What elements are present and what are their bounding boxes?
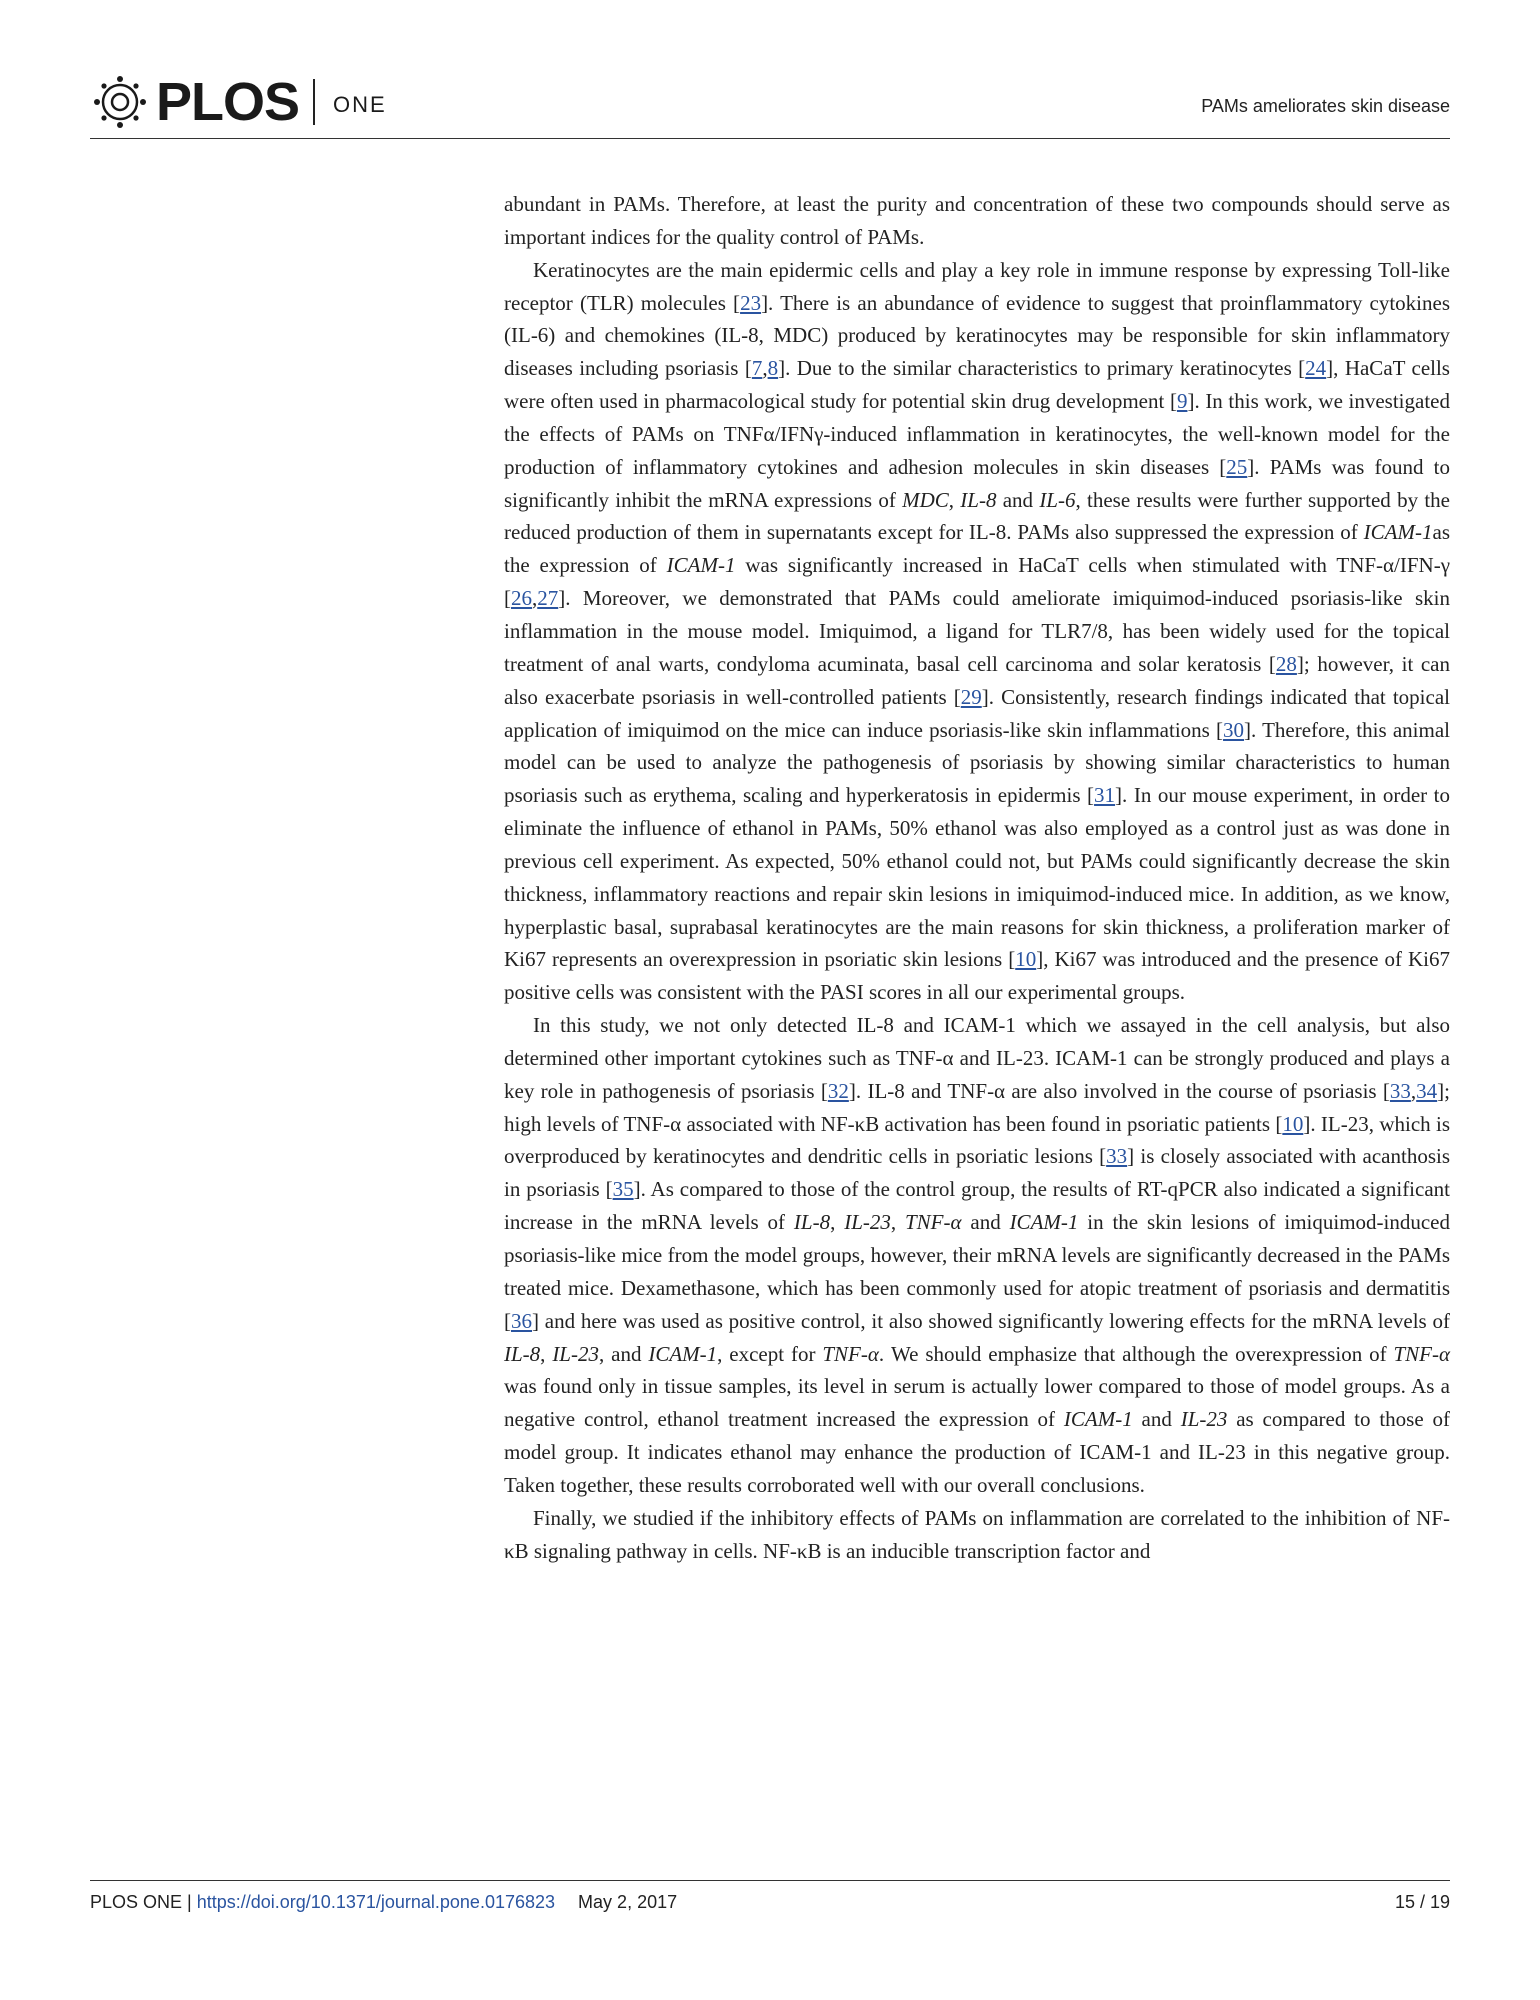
- text-run: ,: [948, 487, 961, 512]
- text-run: and: [1132, 1407, 1181, 1432]
- italic-term: ICAM-1: [666, 553, 736, 578]
- citation-link[interactable]: 23: [740, 290, 762, 315]
- running-title: PAMs ameliorates skin disease: [1201, 96, 1450, 116]
- text-run: ]. Due to the similar characteristics to primary keratinocytes [: [778, 356, 1306, 381]
- logo-one-text: ONE: [333, 92, 387, 117]
- text-run: ,: [762, 356, 768, 381]
- plos-one-logo[interactable]: [90, 74, 387, 130]
- citation-link[interactable]: 33: [1389, 1078, 1411, 1103]
- citation-link[interactable]: 32: [827, 1078, 849, 1103]
- citation-link[interactable]: 30: [1223, 717, 1245, 742]
- citation-link[interactable]: 9: [1176, 389, 1188, 414]
- text-run: ,: [890, 1210, 905, 1235]
- logo-divider: [313, 79, 315, 125]
- header-divider: [90, 138, 1450, 139]
- italic-term: ICAM-1: [648, 1341, 718, 1366]
- text-run: was found only in tissue samples, its level in serum is actually lower compared to those of model groups. As a negative control, ethanol treatment increased the expression of: [504, 1374, 1450, 1432]
- text-run: was significantly increased in HaCaT cells when stimulated with TNF-α/IFN-γ [: [504, 553, 1450, 611]
- italic-term: ICAM-1: [1009, 1210, 1079, 1235]
- text-run: Keratinocytes are the main epidermic cells and play a key role in immune response by expressing Toll-like receptor (TLR) molecules [: [504, 257, 1450, 315]
- text-run: ], HaCaT cells were often used in pharmacological study for potential skin drug development [: [504, 356, 1450, 414]
- italic-term: IL-6: [1039, 487, 1076, 512]
- citation-link[interactable]: 25: [1226, 454, 1248, 479]
- italic-term: TNF-α: [822, 1341, 879, 1366]
- citation-link[interactable]: 10: [1015, 947, 1037, 972]
- text-run: ]; high levels of TNF-α associated with NF-κB activation has been found in psoriatic patients [: [504, 1078, 1450, 1136]
- page-footer: [90, 1892, 1450, 1913]
- text-run: In this study, we not only detected IL-8 and ICAM-1 which we assayed in the cell analysis, but also determined other important cytokines such as TNF-α and IL-23. ICAM-1 can be strongly produced and plays a key role in pathogenesis of psoriasis [: [504, 1013, 1450, 1103]
- text-run: as compared to those of model group. It indicates ethanol may enhance the production of ICAM-1 and IL-23 in this negative group. Taken together, these results corroborated well with our overall conclusions.: [504, 1407, 1450, 1497]
- text-run: ], Ki67 was introduced and the presence of Ki67 positive cells was consistent with the PASI scores in all our experimental groups.: [504, 947, 1450, 1005]
- citation-link[interactable]: 35: [612, 1177, 634, 1202]
- citation-link[interactable]: 26: [511, 586, 532, 611]
- italic-term: IL-8: [793, 1210, 831, 1235]
- text-run: abundant in PAMs. Therefore, at least the purity and concentration of these two compounds should serve as important indices for the quality control of PAMs.: [504, 192, 1450, 249]
- text-run: ]. In this work, we investigated the effects of PAMs on TNFα/IFNγ-induced inflammation in keratinocytes, the well-known model for the production of inflammatory cytokines and adhesion molecules in skin diseases [: [504, 389, 1450, 479]
- italic-term: ICAM-1: [1063, 1407, 1133, 1432]
- text-run: , these results were further supported by the reduced production of them in supernatants except for IL-8. PAMs also suppressed the expression of: [504, 487, 1451, 545]
- text-run: in the skin lesions of imiquimod-induced psoriasis-like mice from the model groups, however, their mRNA levels are significantly decreased in the PAMs treated mice. Dexamethasone, which has been commonly used for atopic treatment of psoriasis and dermatitis [: [504, 1210, 1451, 1333]
- logo-plos-text: PLOS: [156, 72, 300, 132]
- footer-date: May 2, 2017: [578, 1892, 678, 1912]
- paragraph: [504, 254, 1450, 1009]
- footer-journal: PLOS ONE |: [90, 1892, 192, 1912]
- paragraph: [504, 1009, 1450, 1502]
- text-run: ]. IL-8 and TNF-α are also involved in the course of psoriasis [: [848, 1078, 1390, 1103]
- italic-term: MDC: [902, 487, 949, 512]
- text-run: ] and here was used as positive control, it also showed significantly lowering effects for the mRNA levels of: [532, 1308, 1450, 1333]
- citation-link[interactable]: 29: [960, 684, 982, 709]
- italic-term: TNF-α: [904, 1210, 962, 1235]
- italic-term: IL-8: [960, 487, 997, 512]
- citation-link[interactable]: 27: [537, 586, 559, 611]
- italic-term: IL-8: [504, 1341, 541, 1366]
- citation-link[interactable]: 10: [1282, 1111, 1304, 1136]
- text-run: as the expression of: [504, 520, 1450, 578]
- citation-link[interactable]: 28: [1275, 651, 1297, 676]
- text-run: . We should emphasize that although the overexpression of: [878, 1341, 1394, 1366]
- page-header: [90, 60, 1450, 138]
- citation-link[interactable]: 33: [1106, 1144, 1128, 1169]
- footer-doi-link[interactable]: https://doi.org/10.1371/journal.pone.0176823: [196, 1892, 556, 1912]
- citation-link[interactable]: 24: [1305, 356, 1327, 381]
- citation-link[interactable]: 36: [511, 1308, 532, 1333]
- text-run: ]. Moreover, we demonstrated that PAMs could ameliorate imiquimod-induced psoriasis-like skin inflammation in the mouse model. Imiquimod, a ligand for TLR7/8, has been widely used for the topical treatment of anal warts, condyloma acuminata, basal cell carcinoma and solar keratosis [: [504, 586, 1450, 676]
- text-run: ]. In our mouse experiment, in order to eliminate the influence of ethanol in PAMs, 50% ethanol was also employed as a control just as was done in previous cell experiment. As expected, 50% ethanol could not, but PAMs could significantly decrease the skin thickness, inflammatory reactions and repair skin lesions in imiquimod-induced mice. In addition, as we know, hyperplastic basal, suprabasal keratinocytes are the main reasons for skin thickness, a proliferation marker of Ki67 represents an overexpression in psoriatic skin lesions [: [504, 783, 1451, 972]
- text-run: and: [996, 487, 1040, 512]
- italic-term: IL-23: [552, 1341, 599, 1366]
- text-run: and: [961, 1210, 1010, 1235]
- italic-term: IL-23: [844, 1210, 891, 1235]
- text-run: ,: [540, 1341, 553, 1366]
- page-number: 15 / 19: [1394, 1892, 1450, 1912]
- citation-link[interactable]: 31: [1094, 783, 1116, 808]
- text-run: ]. Therefore, this animal model can be used to analyze the pathogenesis of psoriasis by showing similar characteristics to human psoriasis such as erythema, scaling and hyperkeratosis in epidermis [: [504, 717, 1450, 808]
- citation-link[interactable]: 7: [751, 356, 763, 381]
- italic-term: TNF-α: [1393, 1341, 1450, 1366]
- text-run: ]. Consistently, research findings indicated that topical application of imiquimod on the mice can induce psoriasis-like skin inflammations [: [504, 684, 1450, 742]
- citation-link[interactable]: 8: [767, 356, 779, 381]
- text-run: ]. As compared to those of the control group, the results of RT-qPCR also indicated a significant increase in the mRNA levels of: [504, 1177, 1450, 1235]
- paragraph: [504, 188, 1450, 254]
- text-run: ]. IL-23, which is overproduced by keratinocytes and dendritic cells in psoriatic lesions [: [504, 1111, 1450, 1169]
- italic-term: ICAM-1: [1363, 520, 1433, 545]
- text-run: ] is closely associated with acanthosis in psoriasis [: [504, 1144, 1450, 1202]
- text-run: ,: [830, 1210, 845, 1235]
- article-body: [504, 188, 1450, 1567]
- text-run: ,: [532, 586, 538, 611]
- text-run: , except for: [717, 1341, 823, 1366]
- footer-divider: [90, 1880, 1450, 1881]
- text-run: ]. There is an abundance of evidence to suggest that proinflammatory cytokines (IL-6) and chemokines (IL-8, MDC) produced by keratinocytes may be responsible for skin inflammatory diseases including psoriasis [: [504, 290, 1450, 381]
- italic-term: IL-23: [1180, 1407, 1228, 1432]
- text-run: , and: [598, 1341, 649, 1366]
- citation-link[interactable]: 34: [1416, 1078, 1438, 1103]
- text-run: Finally, we studied if the inhibitory effects of PAMs on inflammation are correlated to the inhibition of NF-κB signaling pathway in cells. NF-κB is an inducible transcription factor and: [504, 1505, 1450, 1563]
- plos-flower-icon: [90, 74, 150, 130]
- text-run: ]; however, it can also exacerbate psoriasis in well-controlled patients [: [504, 651, 1450, 709]
- text-run: ,: [1410, 1078, 1417, 1103]
- paragraph: [504, 1502, 1450, 1568]
- text-run: ]. PAMs was found to significantly inhibit the mRNA expressions of: [504, 454, 1450, 512]
